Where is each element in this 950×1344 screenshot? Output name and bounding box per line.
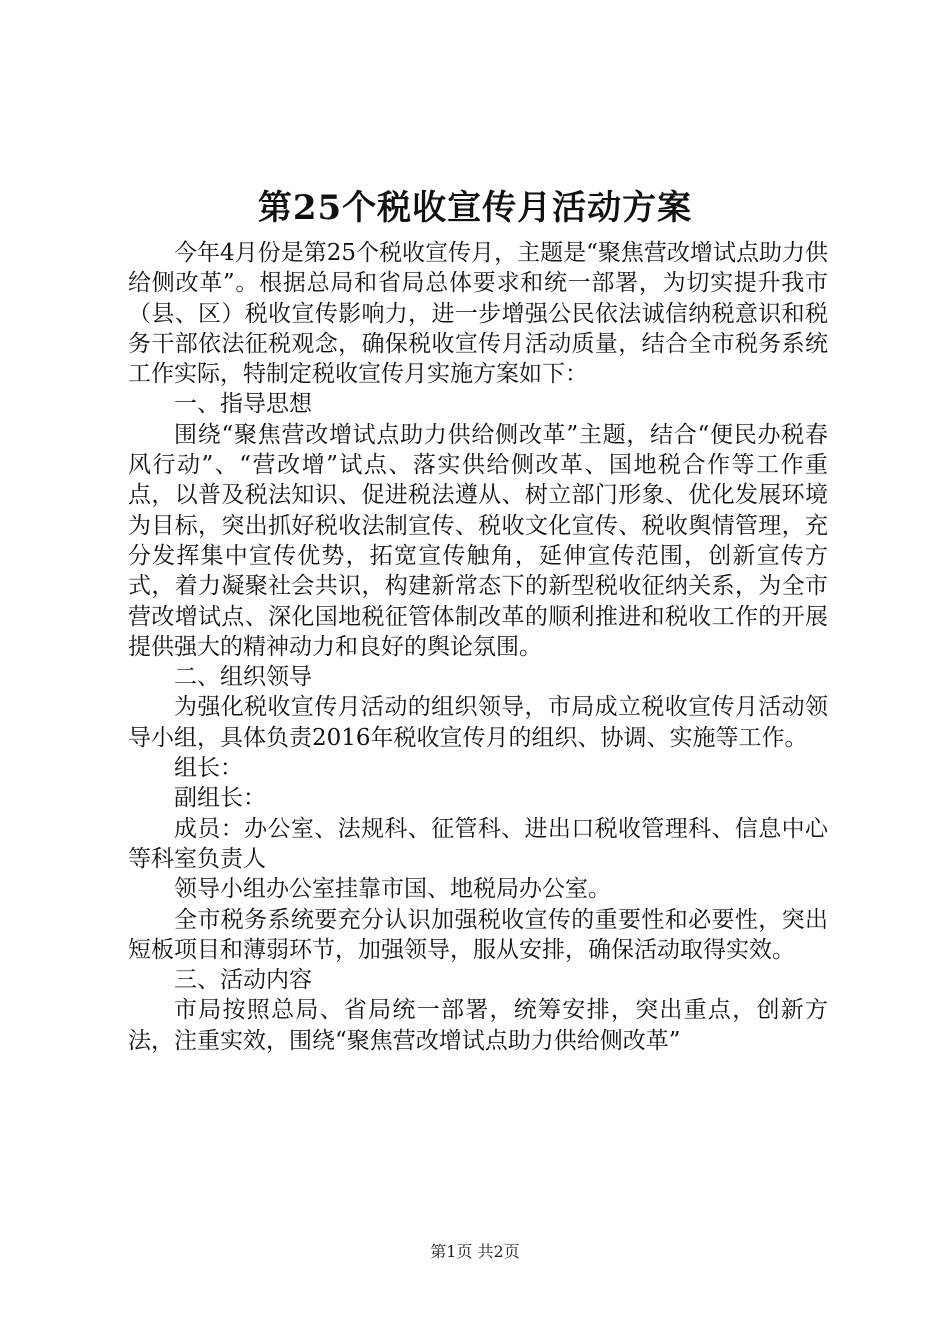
section-heading-activities: 三、活动内容 — [174, 967, 312, 994]
intro-paragraph: 今年4月份是第25个税收宣传月，主题是“聚焦营改增试点助力供给侧改革”。根据总局和省局总体要求和统一部署，为切实提升我市（县、区）税收宣传影响力，进一步增强公民依法诚信纳税意识和税务干部依法征税观念，确保税收宣传月活动质量，结合全市税务系统工作实际，特制定税收宣传月实施方案如下： — [128, 240, 828, 388]
document-body — [128, 238, 828, 1056]
awareness-paragraph: 全市税务系统要充分认识加强税收宣传的重要性和必要性，突出短板项目和薄弱环节，加强领导，服从安排，确保活动取得实效。 — [128, 906, 828, 963]
activities-paragraph: 市局按照总局、省局统一部署，统筹安排，突出重点，创新方法，注重实效，围绕“聚焦营改增试点助力供给侧改革” — [128, 997, 828, 1054]
guiding-ideology-paragraph: 围绕“聚焦营改增试点助力供给侧改革”主题，结合“便民办税春风行动”、“营改增”试点、落实供给侧改革、国地税合作等工作重点，以普及税法知识、促进税法遵从、树立部门形象、优化发展环境为目标，突出抓好税收法制宣传、税收文化宣传、税收舆情管理，充分发挥集中宣传优势，拓宽宣传触角，延伸宣传范围，创新宣传方式，着力凝聚社会共识，构建新常态下的新型税收征纳关系，为全市营改增试点、深化国地税征管体制改革的顺利推进和税收工作的开展提供强大的精神动力和良好的舆论氛围。 — [128, 421, 828, 660]
section-heading-guiding-ideology: 一、指导思想 — [174, 391, 312, 418]
page-number-footer: 第1页 共2页 — [430, 1242, 520, 1261]
office-paragraph: 领导小组办公室挂靠市国、地税局办公室。 — [174, 876, 611, 903]
organization-paragraph: 为强化税收宣传月活动的组织领导，市局成立税收宣传月活动领导小组，具体负责2016年税收宣传月的组织、协调、实施等工作。 — [128, 694, 828, 751]
members-paragraph: 成员：办公室、法规科、征管科、进出口税收管理科、信息中心等科室负责人 — [128, 815, 828, 872]
section-heading-organization: 二、组织领导 — [174, 664, 312, 691]
document-title: 第25个税收宣传月活动方案 — [257, 188, 693, 228]
group-leader-line: 组长： — [174, 755, 243, 782]
deputy-leader-line: 副组长： — [174, 785, 266, 812]
